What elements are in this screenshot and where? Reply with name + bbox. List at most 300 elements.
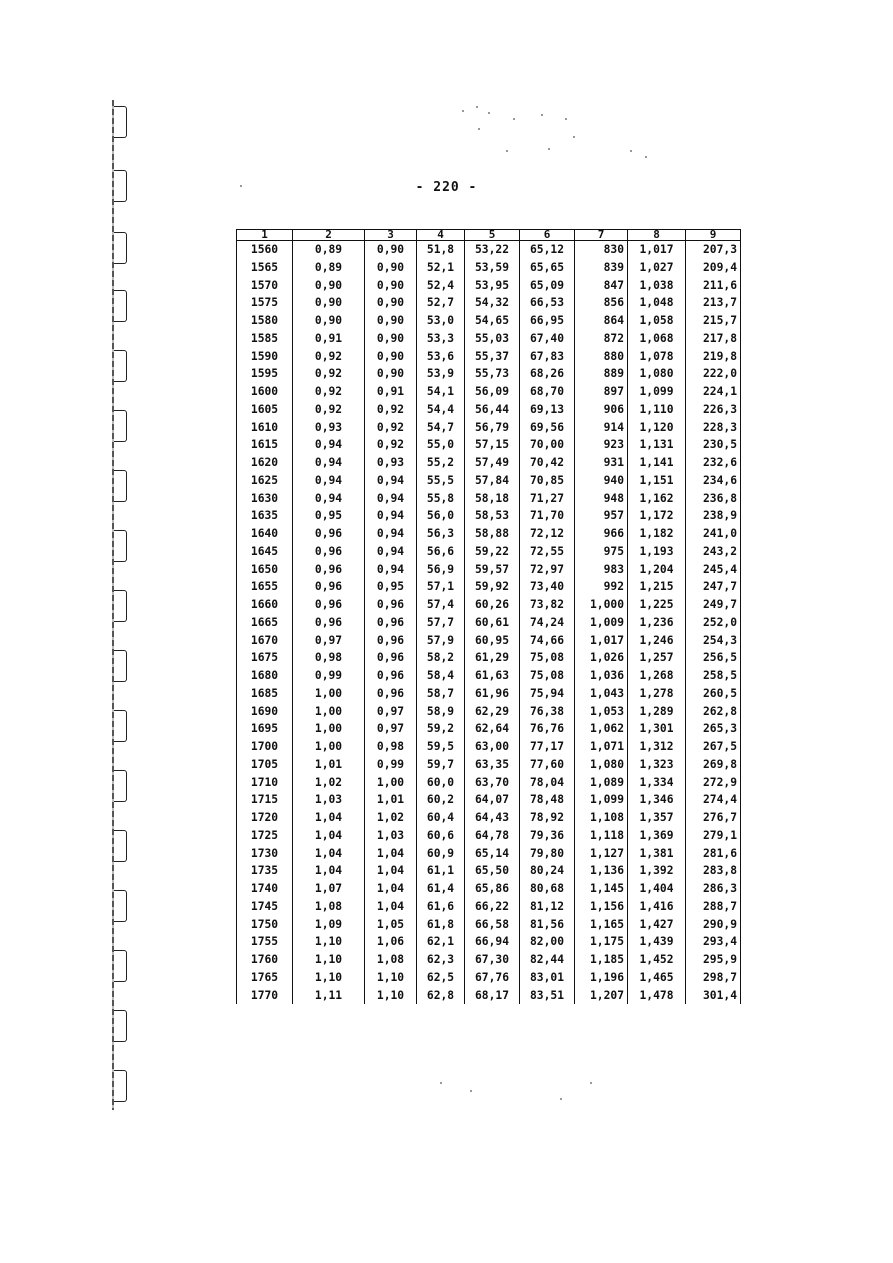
table-row [237,348,741,366]
table-cell: 60,4 [417,809,465,827]
table-cell: 1745 [237,898,293,916]
table-row [237,632,741,650]
table-cell: 57,4 [417,596,465,614]
table-cell: 1,10 [365,987,417,1005]
table-cell: 234,6 [686,472,741,490]
table-cell: 1600 [237,383,293,401]
table-cell: 1665 [237,614,293,632]
table-cell: 265,3 [686,720,741,738]
table-cell: 1695 [237,720,293,738]
table-cell: 0,92 [365,419,417,437]
table-cell: 1,172 [628,507,686,525]
table-cell: 0,94 [365,507,417,525]
binder-tab [114,830,127,862]
table-cell: 1,120 [628,419,686,437]
table-cell: 53,6 [417,348,465,366]
table-cell: 72,97 [520,561,575,579]
table-cell: 78,04 [520,774,575,792]
table-cell: 64,43 [465,809,520,827]
table-cell: 1,141 [628,454,686,472]
table-cell: 243,2 [686,543,741,561]
table-cell: 0,90 [365,294,417,312]
table-cell: 1715 [237,791,293,809]
table-cell: 72,12 [520,525,575,543]
table-cell: 1,268 [628,667,686,685]
table-cell: 1,03 [293,791,365,809]
table-cell: 73,40 [520,578,575,596]
table-cell: 0,91 [293,330,365,348]
table-row [237,578,741,596]
table-cell: 1605 [237,401,293,419]
table-cell: 0,92 [293,348,365,366]
table-cell: 80,24 [520,862,575,880]
table-cell: 1,207 [575,987,628,1005]
table-cell: 55,37 [465,348,520,366]
table-cell: 1,009 [575,614,628,632]
table-cell: 293,4 [686,933,741,951]
table-cell: 283,8 [686,862,741,880]
table-cell: 53,59 [465,259,520,277]
table-cell: 1,027 [628,259,686,277]
table-cell: 856 [575,294,628,312]
table-cell: 1,017 [628,241,686,259]
table-cell: 62,3 [417,951,465,969]
table-row [237,738,741,756]
table-cell: 1760 [237,951,293,969]
table-cell: 1565 [237,259,293,277]
table-cell: 59,57 [465,561,520,579]
table-cell: 57,84 [465,472,520,490]
table-cell: 1,131 [628,436,686,454]
table-cell: 54,1 [417,383,465,401]
table-cell: 1,346 [628,791,686,809]
table-cell: 1735 [237,862,293,880]
table-cell: 256,5 [686,649,741,667]
table-row [237,933,741,951]
table-cell: 63,35 [465,756,520,774]
table-row [237,774,741,792]
table-cell: 0,97 [293,632,365,650]
table-cell: 1,080 [628,365,686,383]
table-row [237,862,741,880]
table-cell: 1610 [237,419,293,437]
table-cell: 62,29 [465,703,520,721]
table-cell: 62,5 [417,969,465,987]
table-row [237,703,741,721]
table-cell: 207,3 [686,241,741,259]
table-cell: 1,02 [293,774,365,792]
table-cell: 1,145 [575,880,628,898]
table-cell: 76,38 [520,703,575,721]
table-cell: 55,73 [465,365,520,383]
binder-spine [108,100,132,1110]
table-cell: 0,90 [365,277,417,295]
binder-tab [114,232,127,264]
table-cell: 83,01 [520,969,575,987]
table-cell: 0,93 [365,454,417,472]
table-cell: 72,55 [520,543,575,561]
table-cell: 1,118 [575,827,628,845]
table-row [237,312,741,330]
table-cell: 1625 [237,472,293,490]
table-cell: 71,70 [520,507,575,525]
table-cell: 1,185 [575,951,628,969]
table-cell: 1560 [237,241,293,259]
table-cell: 1575 [237,294,293,312]
table-cell: 68,70 [520,383,575,401]
table-cell: 1,10 [293,951,365,969]
table-cell: 1,08 [293,898,365,916]
table-cell: 55,0 [417,436,465,454]
table-cell: 81,56 [520,916,575,934]
table-cell: 880 [575,348,628,366]
table-cell: 931 [575,454,628,472]
table-cell: 0,96 [293,525,365,543]
binder-tab [114,590,127,622]
table-cell: 0,98 [293,649,365,667]
table-cell: 65,09 [520,277,575,295]
table-cell: 63,00 [465,738,520,756]
table-cell: 1,10 [293,933,365,951]
table-row [237,916,741,934]
table-cell: 60,0 [417,774,465,792]
table-cell: 56,79 [465,419,520,437]
table-cell: 0,99 [293,667,365,685]
column-header: 7 [575,230,628,241]
table-cell: 1,04 [365,845,417,863]
table-cell: 1765 [237,969,293,987]
table-cell: 1,04 [293,862,365,880]
table-cell: 59,92 [465,578,520,596]
table-cell: 56,6 [417,543,465,561]
table-cell: 0,90 [293,294,365,312]
table-cell: 992 [575,578,628,596]
table-cell: 1,099 [628,383,686,401]
table-cell: 0,97 [365,720,417,738]
table-cell: 1640 [237,525,293,543]
table-row [237,969,741,987]
table-cell: 0,98 [365,738,417,756]
table-cell: 79,80 [520,845,575,863]
table-cell: 0,94 [293,436,365,454]
table-cell: 1,09 [293,916,365,934]
table-cell: 1,01 [293,756,365,774]
table-cell: 1,289 [628,703,686,721]
table-cell: 0,96 [365,649,417,667]
table-cell: 295,9 [686,951,741,969]
table-cell: 70,42 [520,454,575,472]
table-cell: 1,07 [293,880,365,898]
table-cell: 55,8 [417,490,465,508]
table-cell: 222,0 [686,365,741,383]
column-header: 6 [520,230,575,241]
table-cell: 0,90 [365,348,417,366]
table-cell: 0,90 [293,312,365,330]
table-cell: 966 [575,525,628,543]
table-cell: 58,18 [465,490,520,508]
binder-tab [114,530,127,562]
table-cell: 67,83 [520,348,575,366]
table-cell: 1,080 [575,756,628,774]
table-cell: 66,94 [465,933,520,951]
table-cell: 1,334 [628,774,686,792]
table-cell: 54,65 [465,312,520,330]
binder-tab [114,106,127,138]
table-cell: 230,5 [686,436,741,454]
table-cell: 1675 [237,649,293,667]
table-cell: 0,92 [365,436,417,454]
table-cell: 1,00 [293,703,365,721]
table-cell: 1,08 [365,951,417,969]
table-cell: 1,257 [628,649,686,667]
table-cell: 0,92 [293,401,365,419]
binder-tab [114,470,127,502]
table-cell: 1,05 [365,916,417,934]
table-cell: 57,7 [417,614,465,632]
table-cell: 1,062 [575,720,628,738]
table-cell: 1645 [237,543,293,561]
data-table [236,229,741,1004]
table-cell: 1,053 [575,703,628,721]
column-header: 9 [686,230,741,241]
table-cell: 1,071 [575,738,628,756]
table-cell: 62,8 [417,987,465,1005]
table-cell: 1,465 [628,969,686,987]
table-cell: 260,5 [686,685,741,703]
table-cell: 0,92 [293,383,365,401]
table-cell: 245,4 [686,561,741,579]
table-cell: 1,078 [628,348,686,366]
table-cell: 68,26 [520,365,575,383]
table-cell: 67,76 [465,969,520,987]
table-cell: 0,95 [365,578,417,596]
column-header: 4 [417,230,465,241]
table-cell: 288,7 [686,898,741,916]
table-cell: 940 [575,472,628,490]
table-cell: 241,0 [686,525,741,543]
table-row [237,880,741,898]
table-row [237,809,741,827]
table-cell: 1,068 [628,330,686,348]
table-cell: 57,9 [417,632,465,650]
table-cell: 983 [575,561,628,579]
table-cell: 0,96 [293,596,365,614]
table-cell: 1590 [237,348,293,366]
table-cell: 254,3 [686,632,741,650]
table-cell: 1,01 [365,791,417,809]
table-cell: 957 [575,507,628,525]
table-cell: 0,94 [293,454,365,472]
table-cell: 82,00 [520,933,575,951]
table-cell: 0,94 [365,525,417,543]
table-cell: 1,404 [628,880,686,898]
table-cell: 56,0 [417,507,465,525]
binder-tab [114,770,127,802]
table-cell: 1,04 [365,898,417,916]
table-cell: 65,12 [520,241,575,259]
page-number: - 220 - [415,180,478,195]
table-row [237,987,741,1005]
table-cell: 236,8 [686,490,741,508]
table-cell: 975 [575,543,628,561]
column-header: 2 [293,230,365,241]
table-row [237,259,741,277]
table-cell: 0,96 [293,578,365,596]
table-cell: 1,099 [575,791,628,809]
table-cell: 1,058 [628,312,686,330]
table-cell: 77,60 [520,756,575,774]
table-cell: 1,357 [628,809,686,827]
table-cell: 61,29 [465,649,520,667]
table-cell: 1755 [237,933,293,951]
table-row [237,277,741,295]
table-cell: 1720 [237,809,293,827]
table-cell: 1660 [237,596,293,614]
table-cell: 75,94 [520,685,575,703]
table-cell: 54,4 [417,401,465,419]
table-cell: 281,6 [686,845,741,863]
table-cell: 55,03 [465,330,520,348]
table-cell: 1655 [237,578,293,596]
table-cell: 215,7 [686,312,741,330]
table-cell: 0,92 [293,365,365,383]
table-row [237,845,741,863]
table-cell: 66,95 [520,312,575,330]
table-cell: 224,1 [686,383,741,401]
table-row [237,667,741,685]
table-cell: 1,110 [628,401,686,419]
column-header: 1 [237,230,293,241]
table-cell: 1,478 [628,987,686,1005]
table-cell: 52,1 [417,259,465,277]
table-cell: 279,1 [686,827,741,845]
table-cell: 830 [575,241,628,259]
table-cell: 58,4 [417,667,465,685]
table-cell: 61,8 [417,916,465,934]
table-cell: 1,323 [628,756,686,774]
table-row [237,241,741,259]
table-cell: 1740 [237,880,293,898]
table-cell: 1710 [237,774,293,792]
table-cell: 51,8 [417,241,465,259]
table-cell: 1,04 [293,809,365,827]
table-cell: 1580 [237,312,293,330]
table-cell: 0,91 [365,383,417,401]
table-cell: 58,53 [465,507,520,525]
table-cell: 0,93 [293,419,365,437]
table-cell: 1,089 [575,774,628,792]
table-cell: 0,94 [365,561,417,579]
table-cell: 298,7 [686,969,741,987]
table-cell: 82,44 [520,951,575,969]
table-cell: 1,427 [628,916,686,934]
table-cell: 1,416 [628,898,686,916]
table-cell: 0,94 [365,490,417,508]
table-cell: 228,3 [686,419,741,437]
table-cell: 56,9 [417,561,465,579]
table-cell: 78,48 [520,791,575,809]
table-cell: 83,51 [520,987,575,1005]
table-cell: 262,8 [686,703,741,721]
table-cell: 65,65 [520,259,575,277]
table-cell: 64,78 [465,827,520,845]
binder-tab [114,650,127,682]
table-cell: 58,9 [417,703,465,721]
table-cell: 61,1 [417,862,465,880]
table-cell: 1770 [237,987,293,1005]
table-cell: 1,10 [365,969,417,987]
table-cell: 1690 [237,703,293,721]
table-cell: 274,4 [686,791,741,809]
table-cell: 1,017 [575,632,628,650]
table-row [237,490,741,508]
table-cell: 61,63 [465,667,520,685]
binder-tab [114,1010,127,1042]
table-cell: 1,02 [365,809,417,827]
table-cell: 219,8 [686,348,741,366]
table-cell: 56,3 [417,525,465,543]
table-cell: 1,04 [365,880,417,898]
table-cell: 0,90 [365,312,417,330]
table-cell: 1,369 [628,827,686,845]
column-header: 8 [628,230,686,241]
table-cell: 55,2 [417,454,465,472]
binder-tab [114,410,127,442]
table-cell: 1,043 [575,685,628,703]
table-cell: 70,85 [520,472,575,490]
table-cell: 258,5 [686,667,741,685]
table-cell: 62,64 [465,720,520,738]
table-cell: 56,09 [465,383,520,401]
table-cell: 53,0 [417,312,465,330]
table-cell: 1,193 [628,543,686,561]
table-cell: 1,136 [575,862,628,880]
table-cell: 61,96 [465,685,520,703]
table-cell: 60,26 [465,596,520,614]
table-cell: 0,90 [365,330,417,348]
table-cell: 59,22 [465,543,520,561]
table-cell: 1,00 [293,685,365,703]
table-row [237,401,741,419]
table-cell: 1,215 [628,578,686,596]
table-cell: 0,97 [365,703,417,721]
table-cell: 0,96 [293,561,365,579]
table-row [237,436,741,454]
table-cell: 58,2 [417,649,465,667]
binder-tab [114,710,127,742]
table-cell: 847 [575,277,628,295]
binder-tab [114,1070,127,1102]
table-row [237,951,741,969]
table-cell: 1,000 [575,596,628,614]
table-cell: 1705 [237,756,293,774]
table-cell: 1,182 [628,525,686,543]
table-cell: 1,026 [575,649,628,667]
table-cell: 57,49 [465,454,520,472]
table-cell: 69,13 [520,401,575,419]
table-cell: 57,1 [417,578,465,596]
table-cell: 58,7 [417,685,465,703]
table-cell: 1680 [237,667,293,685]
table-cell: 948 [575,490,628,508]
table-cell: 272,9 [686,774,741,792]
table-cell: 76,76 [520,720,575,738]
table-cell: 58,88 [465,525,520,543]
table-cell: 1620 [237,454,293,472]
table-cell: 60,9 [417,845,465,863]
table-cell: 53,9 [417,365,465,383]
table-cell: 0,96 [365,614,417,632]
